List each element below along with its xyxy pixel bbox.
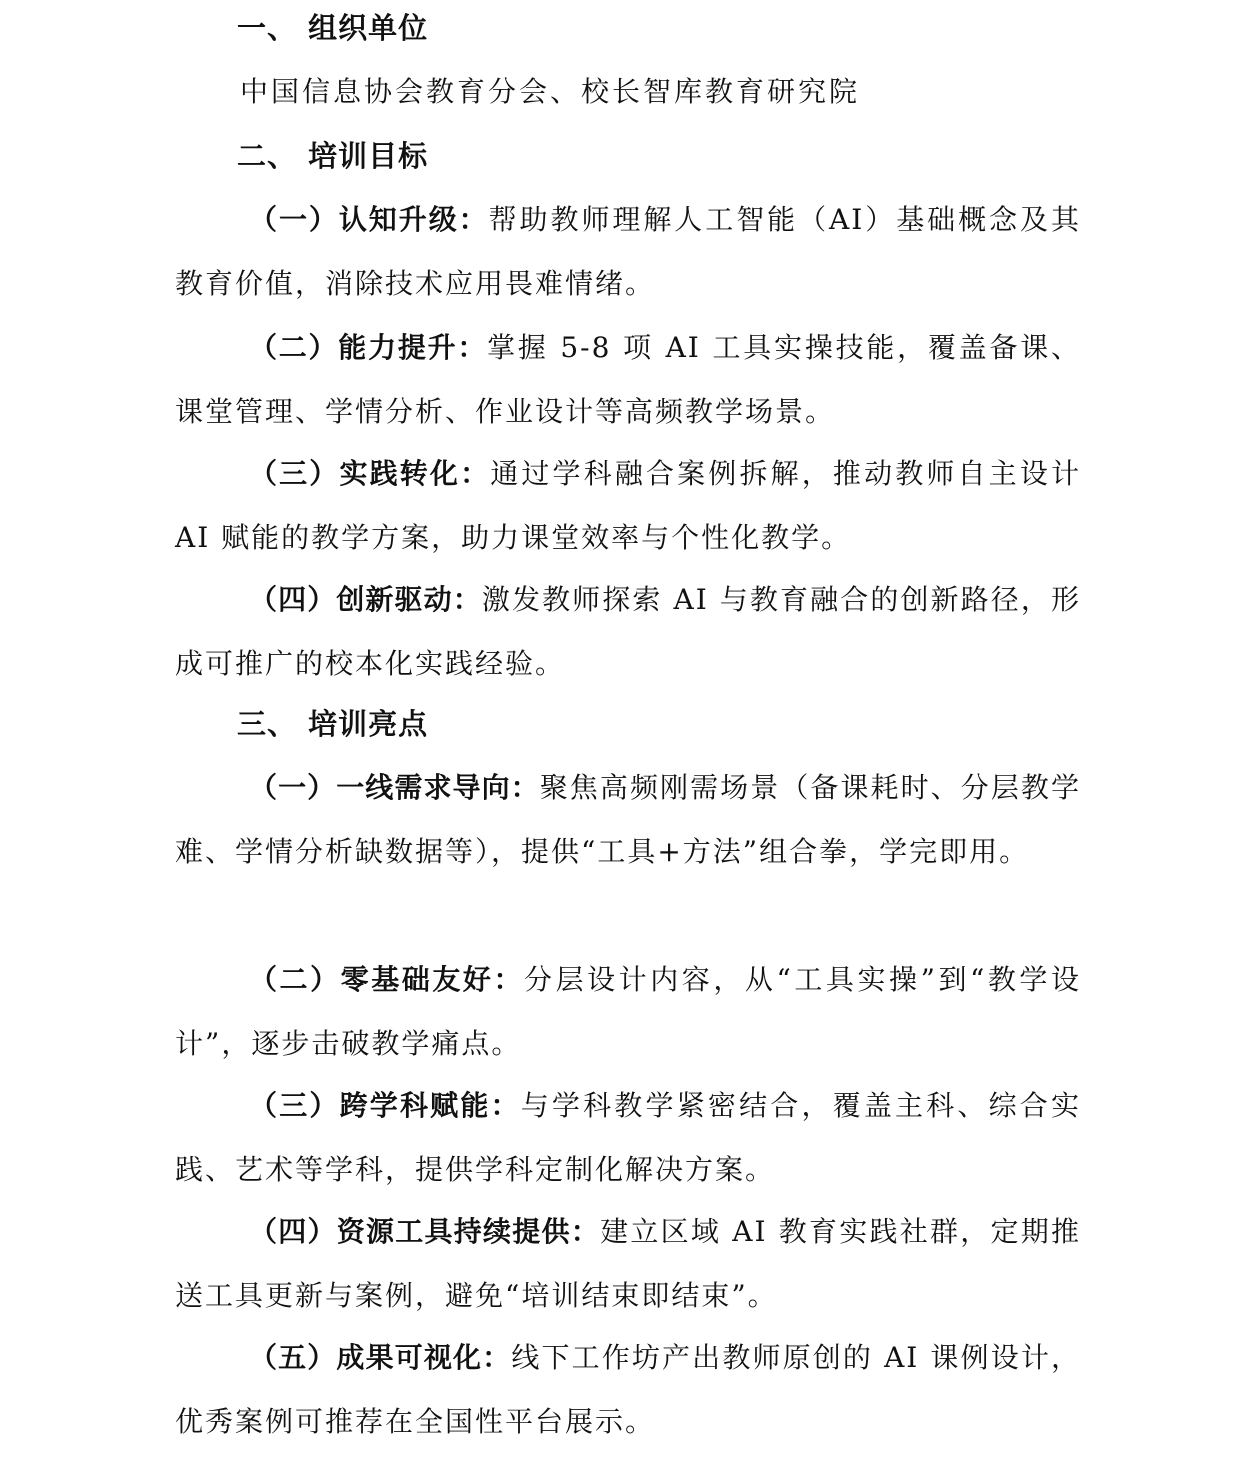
highlight-item-5-lead: （五）成果可视化：: [249, 1341, 512, 1374]
goal-item-3-text: 通过学科融合案例拆解，推动教师自主设计 AI 赋能的教学方案，助力课堂效率与个性化教学。: [175, 457, 1081, 554]
organizer-text: 中国信息协会教育分会、校长智库教育研究院: [240, 75, 861, 108]
goal-item-4: [175, 568, 1081, 696]
highlight-item-5-text: 线下工作坊产出教师原创的 AI 课例设计，优秀案例可推荐在全国性平台展示。: [175, 1341, 1081, 1438]
goal-item-4-lead: （四）创新驱动：: [249, 583, 482, 616]
goal-item-1: [175, 188, 1081, 316]
goal-item-3-lead: （三）实践转化：: [249, 457, 491, 490]
section-1-heading: 一、 组织单位: [237, 11, 429, 45]
highlight-item-5: [175, 1326, 1081, 1454]
highlight-item-1-text: 聚焦高频刚需场景（备课耗时、分层教学难、学情分析缺数据等），提供“工具+方法”组合拳，学完即用。: [175, 771, 1081, 868]
highlight-item-2-lead: （二）零基础友好：: [249, 963, 525, 996]
section-2-heading: 二、 培训目标: [237, 139, 429, 173]
highlight-item-3-lead: （三）跨学科赋能：: [249, 1089, 521, 1122]
goal-item-2-lead: （二）能力提升：: [249, 331, 488, 364]
highlight-item-2-text: 分层设计内容，从“工具实操”到“教学设计”，逐步击破教学痛点。: [175, 963, 1081, 1060]
goal-item-3: [175, 442, 1081, 570]
highlight-item-1: [175, 756, 1081, 884]
goal-item-2-text: 掌握 5-8 项 AI 工具实操技能，覆盖备课、课堂管理、学情分析、作业设计等高频教学场景。: [175, 331, 1081, 428]
highlight-item-2: [175, 948, 1081, 1076]
goal-item-1-text: 帮助教师理解人工智能（AI）基础概念及其教育价值，消除技术应用畏难情绪。: [175, 203, 1081, 300]
highlight-item-4-text: 建立区域 AI 教育实践社群，定期推送工具更新与案例，避免“培训结束即结束”。: [175, 1215, 1081, 1312]
highlight-item-1-lead: （一）一线需求导向：: [249, 771, 540, 804]
highlight-item-4: [175, 1200, 1081, 1328]
goal-item-1-lead: （一）认知升级：: [249, 203, 489, 236]
goal-item-2: [175, 316, 1081, 444]
goal-item-4-text: 激发教师探索 AI 与教育融合的创新路径，形成可推广的校本化实践经验。: [175, 583, 1081, 680]
highlight-item-4-lead: （四）资源工具持续提供：: [249, 1215, 601, 1248]
section-3-heading: 三、 培训亮点: [237, 707, 429, 741]
highlight-item-3: [175, 1074, 1081, 1202]
highlight-item-3-text: 与学科教学紧密结合，覆盖主科、综合实践、艺术等学科，提供学科定制化解决方案。: [175, 1089, 1081, 1186]
